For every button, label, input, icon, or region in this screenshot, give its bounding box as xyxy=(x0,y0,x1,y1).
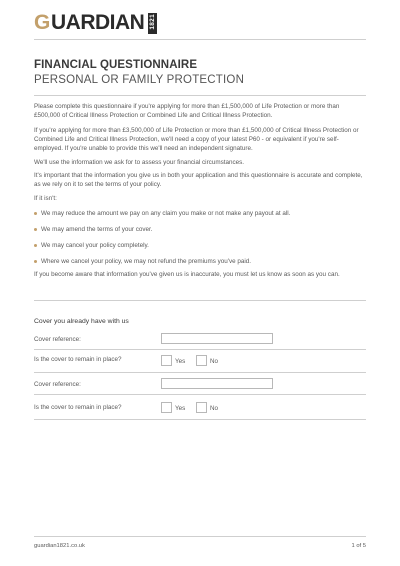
footer-website-link[interactable]: guardian1821.co.uk xyxy=(34,543,85,549)
cover-reference-input[interactable] xyxy=(161,378,273,389)
section-heading: Cover you already have with us xyxy=(34,318,129,325)
intro-paragraph-1: Please complete this questionnaire if you're applying for more than £1,500,000 of Life Protection or more than £500,000 of Critical Illness Protection or Combined Life and Critical Illness Protection. xyxy=(34,103,340,120)
no-option-label: No xyxy=(210,405,219,412)
intro-paragraph-6: If you become aware that information you've given us is inaccurate, you must let us know as soon as you can. xyxy=(34,271,340,278)
intro-paragraph-5: If it isn't: xyxy=(34,195,57,202)
logo-initial: G xyxy=(34,11,51,34)
cover-remain-label: Is the cover to remain in place? xyxy=(34,404,122,411)
cover-remain-label: Is the cover to remain in place? xyxy=(34,356,122,363)
no-checkbox[interactable] xyxy=(196,402,207,413)
yes-checkbox[interactable] xyxy=(161,355,172,366)
row-divider xyxy=(34,394,366,395)
page-title: FINANCIAL QUESTIONNAIRE xyxy=(34,59,198,71)
bullet-text: We may amend the terms of your cover. xyxy=(41,226,153,233)
intro-paragraph-2: If you're applying for more than £3,500,000 of Life Protection or more than £1,500,000 of Critical Illness Protection or Combined Life and Critical Illness Protection, we'll need a copy of your latest P60 - or equivalent if you're self-employed. If you're unable to provide this we'll need an independent signature. xyxy=(34,127,359,153)
row-divider xyxy=(34,419,366,420)
yes-option-label: Yes xyxy=(175,405,186,412)
intro-paragraph-4: It's important that the information you give us in both your application and this questionnaire is accurate and complete, as we rely on it to set the terms of your policy. xyxy=(34,172,363,189)
no-checkbox[interactable] xyxy=(196,355,207,366)
header-divider xyxy=(34,39,366,40)
row-divider xyxy=(34,349,366,350)
section-divider xyxy=(34,300,366,301)
row-divider xyxy=(34,372,366,373)
cover-reference-input[interactable] xyxy=(161,333,273,344)
bullet-text: Where we cancel your policy, we may not refund the premiums you've paid. xyxy=(41,258,252,265)
no-option-label: No xyxy=(210,358,219,365)
footer-page-number: 1 of 5 xyxy=(351,543,366,549)
yes-option-label: Yes xyxy=(175,358,186,365)
logo-year-badge xyxy=(148,13,157,34)
intro-paragraph-3: We'll use the information we ask for to assess your financial circumstances. xyxy=(34,159,245,166)
footer-divider xyxy=(34,536,366,537)
bullet-dot-icon xyxy=(34,212,37,215)
logo-year: 1821 xyxy=(149,14,156,30)
cover-reference-label: Cover reference: xyxy=(34,381,81,388)
title-divider xyxy=(34,95,366,96)
cover-reference-label: Cover reference: xyxy=(34,336,81,343)
logo-name: UARDIAN xyxy=(51,11,145,34)
bullet-dot-icon xyxy=(34,228,37,231)
yes-checkbox[interactable] xyxy=(161,402,172,413)
bullet-text: We may cancel your policy completely. xyxy=(41,242,149,249)
bullet-dot-icon xyxy=(34,260,37,263)
bullet-dot-icon xyxy=(34,244,37,247)
page-subtitle: PERSONAL OR FAMILY PROTECTION xyxy=(34,74,245,86)
bullet-text: We may reduce the amount we pay on any claim you make or not make any payout at all. xyxy=(41,210,291,217)
